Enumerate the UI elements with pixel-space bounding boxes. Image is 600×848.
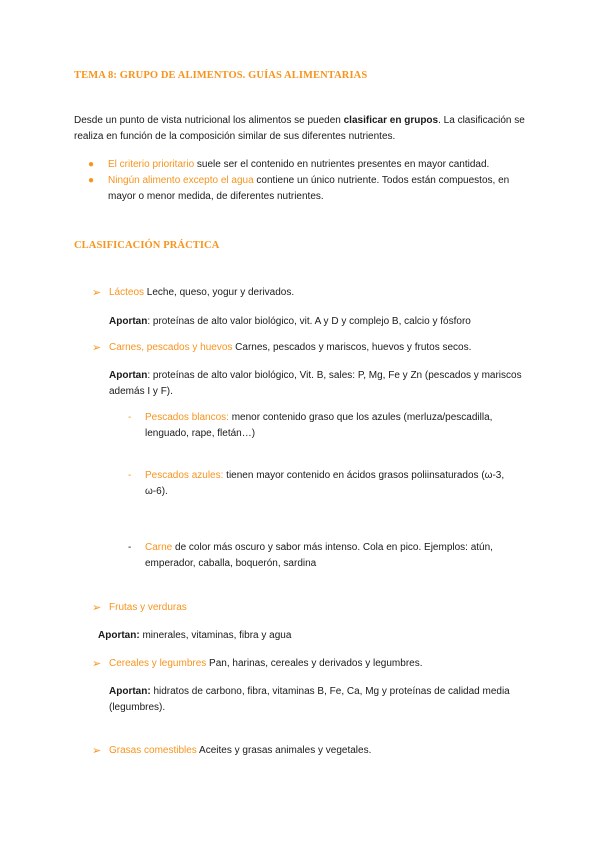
group-lacteos (92, 285, 532, 302)
bullet-highlight: Ningún alimento excepto el agua (108, 175, 254, 186)
aportan-label: Aportan: (109, 686, 151, 697)
sub-item-name: Carne (145, 542, 173, 553)
dash-marker: - (128, 412, 132, 423)
carnes-aportan (109, 368, 529, 400)
aportan-label: Aportan: (98, 630, 140, 641)
sub-item-pescados-blancos (128, 410, 528, 439)
sub-item-name: Pescados azules: (145, 470, 224, 481)
bullet-marker: ● (88, 175, 95, 186)
group-desc: Leche, queso, yogur y derivados. (144, 287, 295, 298)
sub-item-text: menor contenido graso que los azules (merluza/pescadilla, (228, 412, 493, 423)
dash-marker: - (128, 470, 132, 481)
group-cereales (92, 656, 532, 673)
arrow-icon: ➢ (92, 658, 102, 670)
group-desc: Carnes, pescados y mariscos, huevos y frutos secos. (232, 342, 472, 353)
bullet-text: contiene un único nutriente. Todos están compuestos, en (253, 175, 510, 186)
arrow-icon: ➢ (92, 342, 102, 354)
arrow-icon: ➢ (92, 745, 102, 757)
group-name: Grasas comestibles (109, 745, 197, 756)
sub-item-text-cont: emperador, caballa, boquerón, sardina (145, 558, 317, 569)
bullet-item-1 (88, 157, 528, 173)
group-grasas (92, 743, 532, 760)
aportan-text: : proteínas de alto valor biológico, vit. A y D y complejo B, calcio y fósforo (147, 316, 471, 327)
aportan-text: : proteínas de alto valor biológico, Vit. B, sales: P, Mg, Fe y Zn (pescados y mariscos (147, 370, 522, 381)
lacteos-aportan (109, 314, 529, 330)
sub-item-pescados-azules (128, 468, 528, 497)
intro-text-3: realiza en función de la composición similar de sus diferentes nutrientes. (74, 131, 396, 142)
aportan-label: Aportan (109, 316, 148, 327)
bullet-text-cont: mayor o menor medida, de diferentes nutrientes. (108, 191, 324, 202)
cereales-aportan (109, 684, 529, 716)
group-carnes (92, 340, 532, 357)
arrow-icon: ➢ (92, 287, 102, 299)
sub-item-carne (128, 540, 528, 569)
group-desc: Aceites y grasas animales y vegetales. (196, 745, 372, 756)
intro-text-1: Desde un punto de vista nutricional los alimentos se pueden (74, 115, 344, 126)
sub-item-text: tienen mayor contenido en ácidos grasos poliinsaturados (ω-3, (223, 470, 505, 481)
bullet-text: suele ser el contenido en nutrientes presentes en mayor cantidad. (194, 159, 490, 170)
frutas-aportan (98, 628, 518, 644)
bullet-item-2 (88, 173, 528, 202)
group-name: Frutas y verduras (109, 602, 187, 613)
section-title: CLASIFICACIÓN PRÁCTICA (74, 240, 220, 251)
group-name: Carnes, pescados y huevos (109, 342, 233, 353)
bullet-highlight: El criterio prioritario (108, 159, 195, 170)
sub-item-text: de color más oscuro y sabor más intenso. Cola en pico. Ejemplos: atún, (172, 542, 493, 553)
sub-item-name: Pescados blancos: (145, 412, 229, 423)
intro-text-2: . La clasificación se (438, 115, 525, 126)
group-desc: Pan, harinas, cereales y derivados y legumbres. (206, 658, 423, 669)
bullet-marker: ● (88, 159, 95, 170)
group-name: Lácteos (109, 287, 145, 298)
sub-item-text-cont: ω-6). (145, 486, 168, 497)
aportan-text-cont: además I y F). (109, 386, 173, 397)
group-name: Cereales y legumbres (109, 658, 207, 669)
group-frutas (92, 600, 532, 617)
arrow-icon: ➢ (92, 602, 102, 614)
aportan-label: Aportan (109, 370, 148, 381)
page-title: TEMA 8: GRUPO DE ALIMENTOS. GUÍAS ALIMENTARIAS (74, 70, 368, 81)
intro-bold: clasificar en grupos (343, 115, 439, 126)
aportan-text-cont: (legumbres). (109, 702, 166, 713)
aportan-text: hidratos de carbono, fibra, vitaminas B, Fe, Ca, Mg y proteínas de calidad media (150, 686, 510, 697)
dash-marker: - (128, 542, 132, 553)
sub-item-text-cont: lenguado, rape, fletán…) (145, 428, 256, 439)
intro-paragraph (74, 113, 526, 145)
aportan-text: minerales, vitaminas, fibra y agua (139, 630, 292, 641)
